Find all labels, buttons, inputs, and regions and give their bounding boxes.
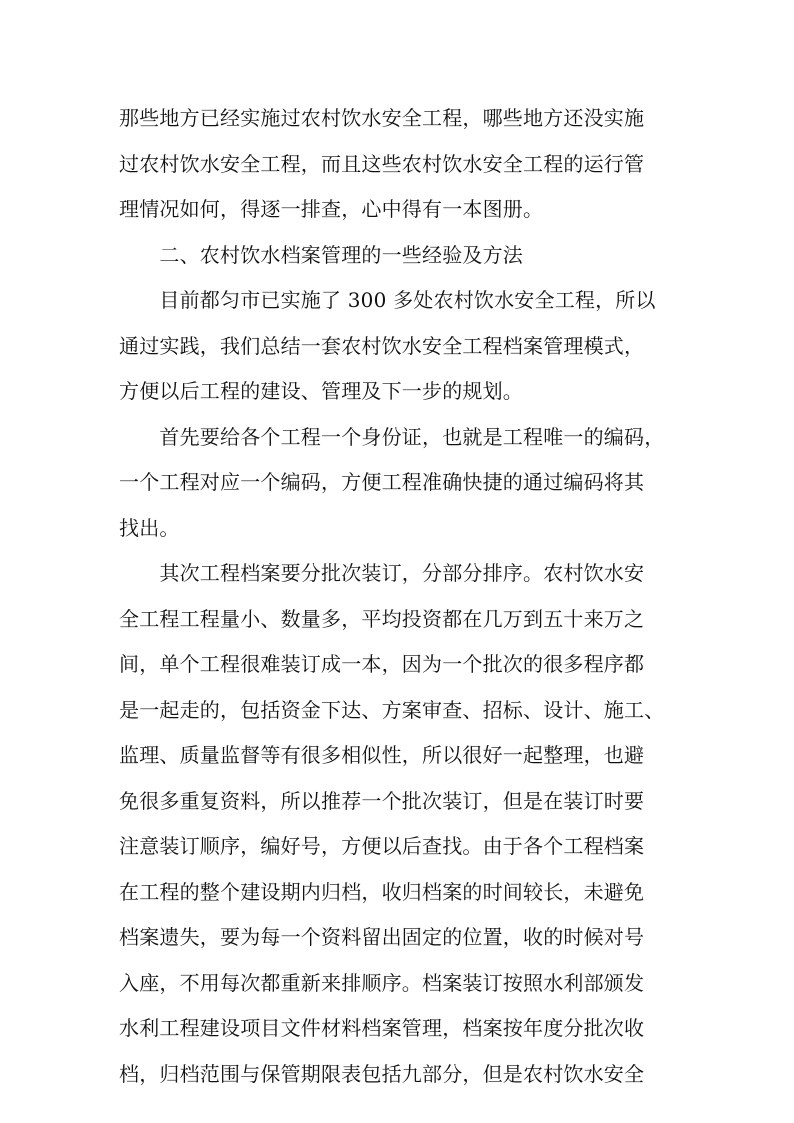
text-line: 入座，不用每次都重新来排顺序。档案装订按照水利部颁发 <box>119 970 645 995</box>
text-line: 水利工程建设项目文件材料档案管理，档案按年度分批次收 <box>119 1016 645 1040</box>
text-line: 注意装订顺序，编好号，方便以后查找。由于各个工程档案 <box>119 834 645 858</box>
text-line: 间，单个工程很难装订成一本，因为一个批次的很多程序都 <box>119 652 645 676</box>
text-line: 在工程的整个建设期内归档，收归档案的时间较长，未避免 <box>119 879 645 904</box>
text-line: 理情况如何，得逐一排查，心中得有一本图册。 <box>119 197 544 221</box>
text-line: 免很多重复资料，所以推荐一个批次装订，但是在装订时要 <box>119 788 645 813</box>
text-line: 全工程工程量小、数量多，平均投资都在几万到五十来万之 <box>119 606 645 631</box>
section-heading: 二、农村饮水档案管理的一些经验及方法 <box>119 242 523 267</box>
text-line: 方便以后工程的建设、管理及下一步的规划。 <box>119 379 523 403</box>
document-body <box>119 96 679 1097</box>
text-line: 目前都匀市已实施了 300 多处农村饮水安全工程，所以 <box>119 288 656 312</box>
text-line: 监理、质量监督等有很多相似性，所以很好一起整理，也避 <box>119 743 645 767</box>
text-line: 首先要给各个工程一个身份证，也就是工程唯一的编码， <box>119 424 665 449</box>
text-line: 通过实践，我们总结一套农村饮水安全工程档案管理模式， <box>119 333 645 358</box>
text-line: 找出。 <box>119 515 180 540</box>
text-line: 档案遗失，要为每一个资料留出固定的位置，收的时候对号 <box>119 925 645 949</box>
text-line: 档，归档范围与保管期限表包括九部分，但是农村饮水安全 <box>119 1061 645 1086</box>
text-line: 一个工程对应一个编码，方便工程准确快捷的通过编码将其 <box>119 470 645 494</box>
text-line: 那些地方已经实施过农村饮水安全工程，哪些地方还没实施 <box>119 106 645 130</box>
text-line: 是一起走的，包括资金下达、方案审查、招标、设计、施工、 <box>119 697 665 722</box>
text-line: 过农村饮水安全工程，而且这些农村饮水安全工程的运行管 <box>119 151 645 176</box>
text-line: 其次工程档案要分批次装订，分部分排序。农村饮水安 <box>119 561 645 585</box>
